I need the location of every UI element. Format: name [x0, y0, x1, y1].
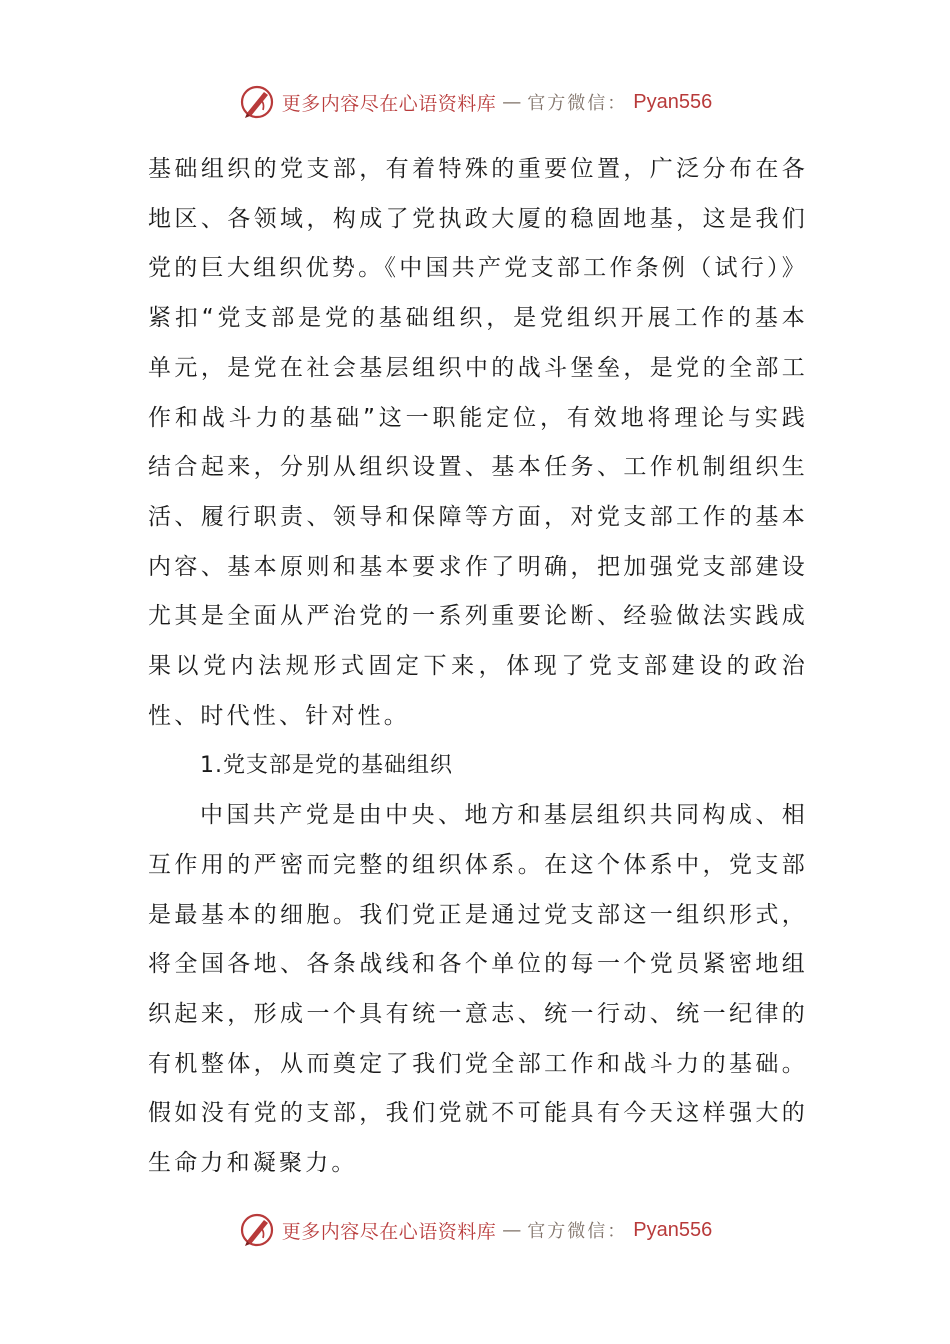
site-name: 更多内容尽在心语资料库 — [281, 1220, 497, 1243]
separator-dash: — — [502, 91, 522, 113]
wechat-label: 官方微信： — [527, 93, 628, 114]
wechat-id: Pyan556 — [633, 1218, 713, 1241]
wechat-id: Pyan556 — [633, 90, 713, 113]
paragraph: 中国共产党是由中央、地方和基层组织共同构成、相互作用的严密而完整的组织体系。在这个体系中，党支部是最基本的细胞。我们党正是通过党支部这一组织形式，将全国各地、各条战线和各个单位的每一个党员紧密地组织起来，形成一个具有统一意志、统一行动、统一纪律的有机整体，从而奠定了我们党全部工作和战斗力的基础。假如没有党的支部，我们党就不可能具有今天这样强大的生命力和凝聚力。 — [148, 802, 808, 1177]
separator-dash: — — [502, 1219, 522, 1241]
section-heading: 1.党支部是党的基础组织 — [200, 753, 453, 779]
pen-logo-icon — [238, 83, 276, 121]
header-banner — [0, 80, 950, 124]
pen-logo-icon — [238, 1211, 276, 1249]
footer-banner — [0, 1208, 950, 1252]
document-body — [148, 145, 808, 1189]
paragraph: 基础组织的党支部，有着特殊的重要位置，广泛分布在各地区、各领域，构成了党执政大厦的稳固地基，这是我们党的巨大组织优势。《中国共产党支部工作条例（试行）》紧扣“党支部是党的基础组织，是党组织开展工作的基本单元，是党在社会基层组织中的战斗堡垒，是党的全部工作和战斗力的基础”这一职能定位，有效地将理论与实践结合起来，分别从组织设置、基本任务、工作机制组织生活、履行职责、领导和保障等方面，对党支部工作的基本内容、基本原则和基本要求作了明确，把加强党支部建设尤其是全面从严治党的一系列重要论断、经验做法实践成果以党内法规形式固定下来，体现了党支部建设的政治性、时代性、针对性。 — [148, 156, 808, 729]
wechat-label: 官方微信： — [527, 1221, 628, 1242]
site-name: 更多内容尽在心语资料库 — [281, 92, 497, 115]
